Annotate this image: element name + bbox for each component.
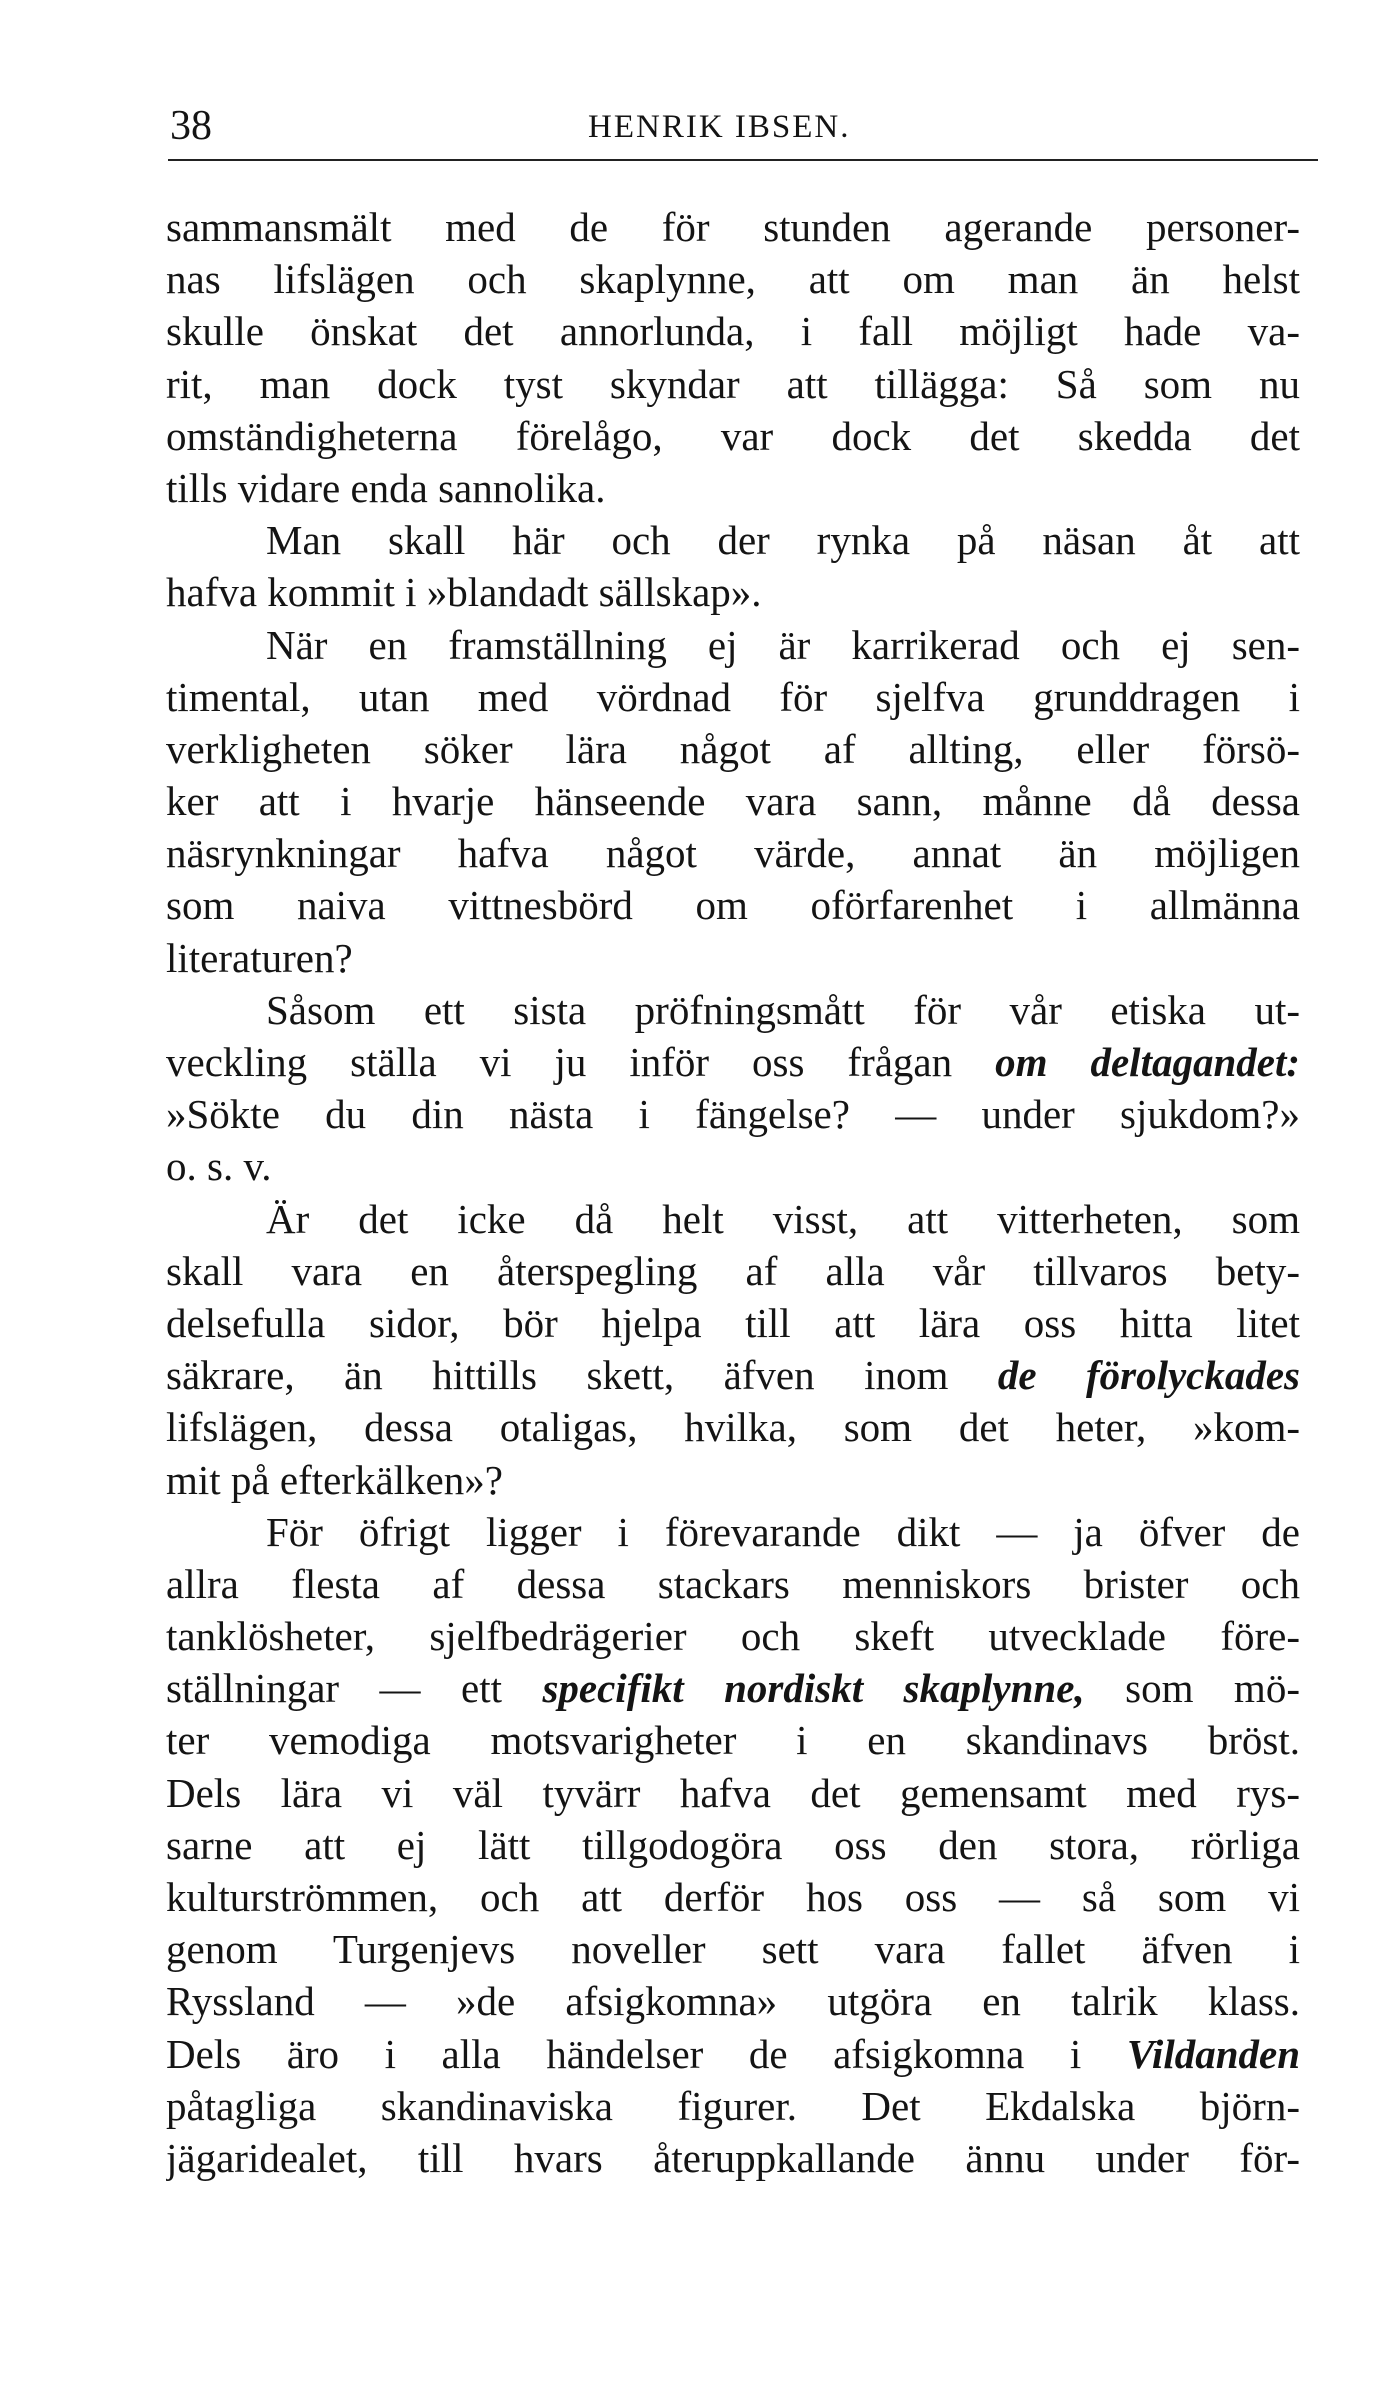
body-text [166, 201, 1300, 2184]
text-line: Dels lära vi väl tyvärr hafva det gemensamt med rys- [166, 1769, 1300, 1816]
emphasis-text: om deltagandet: [995, 1039, 1300, 1085]
page-header [168, 96, 1318, 156]
text-line: ker att i hvarje hänseende vara sann, månne då dessa [166, 778, 1300, 825]
text-line: tills vidare enda sannolika. [166, 464, 606, 511]
text-segment: Dels äro i alla händelser de afsigkomna i [166, 2030, 1082, 2077]
text-line: ter vemodiga motsvarigheter i en skandinavs bröst. [166, 1717, 1300, 1764]
text-line [166, 2028, 1300, 2080]
text-line: När en framställning ej är karrikerad och ej sen- [266, 621, 1300, 668]
text-segment: veckling ställa vi ju inför oss frågan [166, 1039, 953, 1085]
text-line: som naiva vittnesbörd om oförfarenhet i allmänna [166, 882, 1300, 929]
text-line: Ryssland — »de afsigkomna» utgöra en talrik klass. [166, 1978, 1300, 2025]
text-segment: som mö- [1125, 1665, 1300, 1712]
text-line: sarne att ej lätt tillgodogöra oss den stora, rörliga [166, 1821, 1300, 1868]
text-line: omständigheterna förelågo, var dock det skedda det [166, 412, 1300, 459]
text-line: kulturströmmen, och att derför hos oss — så som vi [166, 1874, 1300, 1920]
text-line: Såsom ett sista pröfningsmått för vår etiska ut- [266, 986, 1300, 1033]
text-line: allra flesta af dessa stackars menniskors brister och [166, 1560, 1300, 1607]
text-line: nas lifslägen och skaplynne, att om man än helst [166, 256, 1300, 303]
emphasis-text: Vildanden [1126, 2030, 1300, 2077]
emphasis-text: specifikt nordiskt skaplynne, [542, 1665, 1085, 1712]
text-line: mit på efterkälken»? [166, 1456, 503, 1503]
text-line: Man skall här och der rynka på näsan åt att [266, 517, 1300, 564]
text-line: hafva kommit i »blandadt sällskap». [166, 569, 762, 616]
text-line: timental, utan med vördnad för sjelfva grunddragen i [166, 673, 1300, 720]
text-line: sammansmält med de för stunden agerande personer- [166, 204, 1300, 250]
text-line: Är det icke då helt visst, att vitterheten, som [266, 1195, 1300, 1242]
text-line [166, 1036, 1300, 1088]
text-line: »Sökte du din nästa i fängelse? — under sjukdom?» [166, 1091, 1300, 1138]
text-line: näsrynkningar hafva något värde, annat än möjligen [166, 830, 1300, 877]
emphasis-text: de förolyckades [997, 1352, 1300, 1399]
text-line: literaturen? [166, 934, 353, 981]
text-line: genom Turgenjevs noveller sett vara fallet äfven i [166, 1926, 1300, 1973]
text-line: För öfrigt ligger i förevarande dikt — ja öfver de [266, 1508, 1300, 1555]
text-line: verkligheten söker lära något af allting, eller försö- [166, 725, 1300, 772]
running-title: HENRIK IBSEN. [588, 109, 851, 145]
text-line [166, 1662, 1300, 1714]
text-segment: säkrare, än hittills skett, äfven inom [166, 1352, 949, 1399]
text-segment: ställningar — ett [166, 1665, 502, 1712]
header-rule [168, 159, 1318, 161]
text-line: skall vara en återspegling af alla vår tillvaros bety- [166, 1247, 1300, 1294]
text-line: skulle önskat det annorlunda, i fall möjligt hade va- [166, 308, 1300, 355]
text-line: o. s. v. [166, 1143, 272, 1190]
text-line: lifslägen, dessa otaligas, hvilka, som det heter, »kom- [166, 1404, 1300, 1451]
text-line: tanklösheter, sjelfbedrägerier och skeft utvecklade före- [166, 1613, 1300, 1660]
text-line: påtagliga skandinaviska figurer. Det Ekdalska björn- [166, 2082, 1300, 2129]
text-line: rit, man dock tyst skyndar att tillägga: Så som nu [166, 360, 1300, 407]
text-line: jägaridealet, till hvars återuppkallande ännu under för- [166, 2134, 1300, 2181]
text-line [166, 1349, 1300, 1401]
page-number: 38 [170, 103, 212, 149]
text-line: delsefulla sidor, bör hjelpa till att lära oss hitta litet [166, 1299, 1300, 1346]
